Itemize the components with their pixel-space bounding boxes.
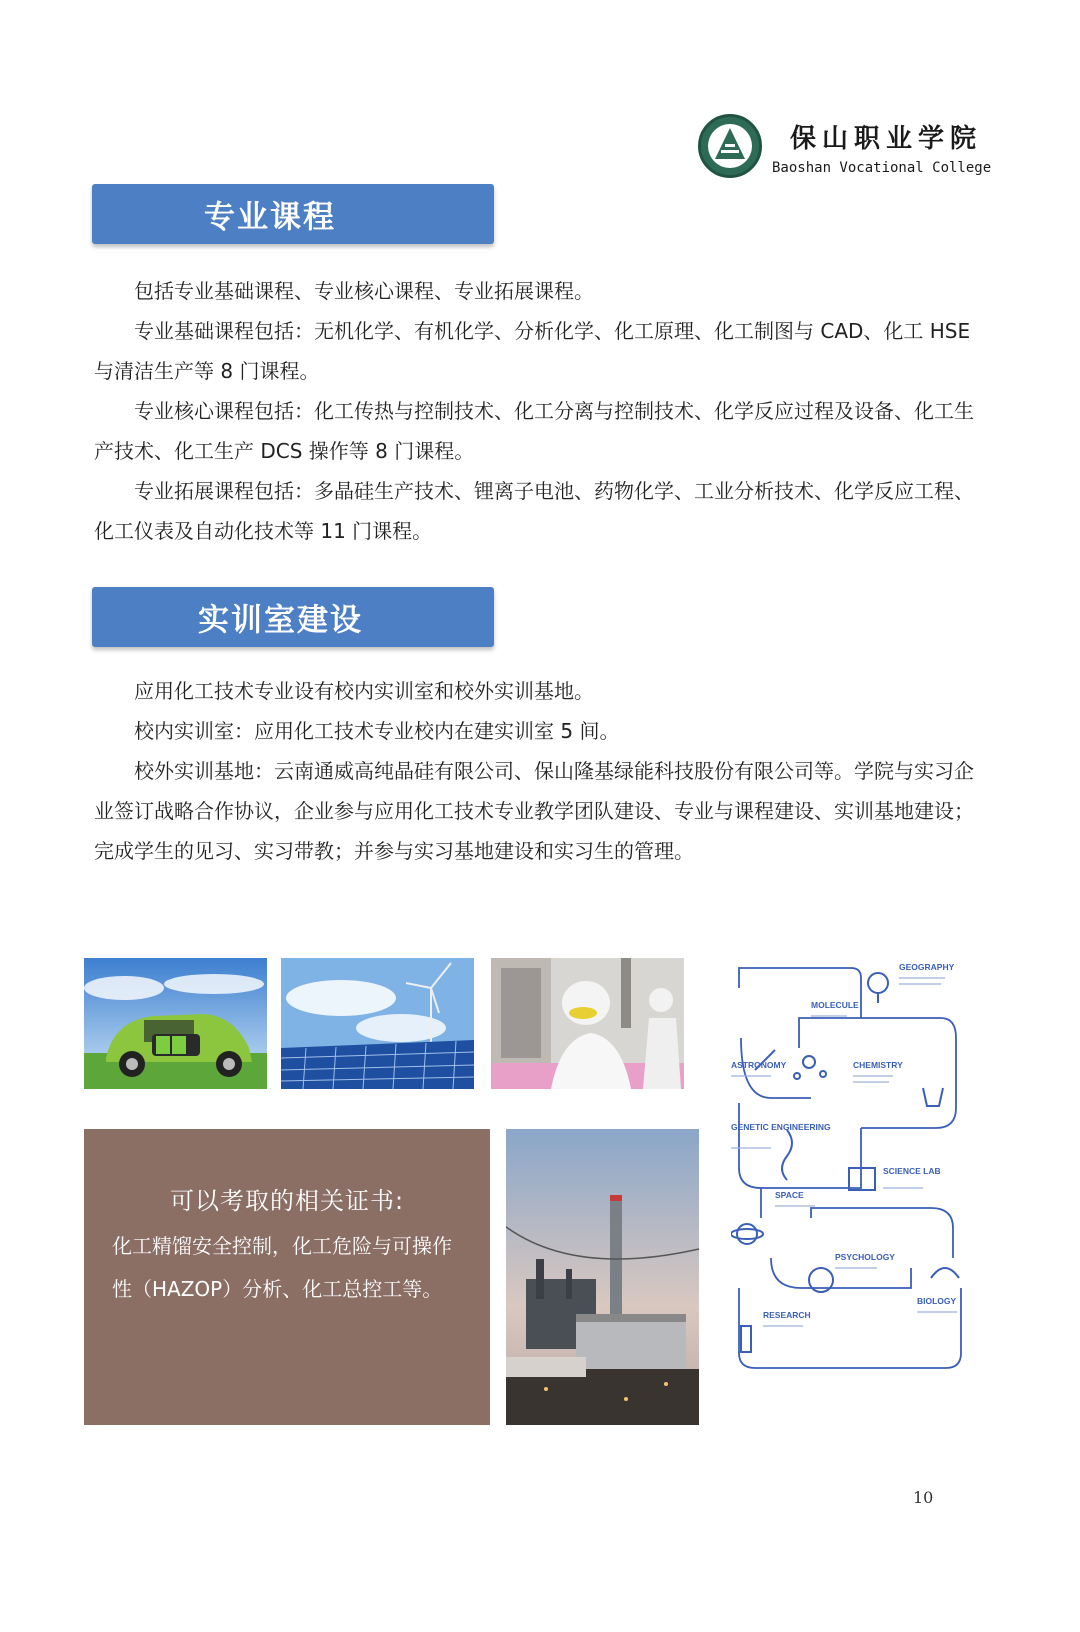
certificate-box bbox=[84, 1129, 490, 1425]
paragraph: 专业基础课程包括：无机化学、有机化学、分析化学、化工原理、化工制图与 CAD、化工 HSE 与清洁生产等 8 门课程。 bbox=[94, 319, 971, 383]
label-genetic: GENETIC ENGINEERING bbox=[731, 1122, 831, 1132]
test-tubes-icon bbox=[849, 1168, 875, 1190]
section-title: 实训室建设 bbox=[198, 602, 363, 639]
page-number: 10 bbox=[913, 1488, 934, 1507]
flask-icon bbox=[923, 1088, 943, 1106]
photo-lab-workers bbox=[491, 958, 684, 1089]
paragraph: 校外实训基地：云南通威高纯晶硅有限公司、保山隆基绿能科技股份有限公司等。学院与实习企业签订战略合作协议，企业参与应用化工技术专业教学团队建设、专业与课程建设、实训基地建设；完成学生的见习、实习带教；并参与实习基地建设和实习生的管理。 bbox=[94, 759, 974, 863]
paragraph: 包括专业基础课程、专业核心课程、专业拓展课程。 bbox=[134, 279, 594, 303]
science-infographic bbox=[731, 958, 971, 1382]
paragraph: 专业核心课程包括：化工传热与控制技术、化工分离与控制技术、化学反应过程及设备、化工生产技术、化工生产 DCS 操作等 8 门课程。 bbox=[94, 399, 974, 463]
certificate-title: 可以考取的相关证书: bbox=[169, 1187, 405, 1215]
paragraph: 校内实训室：应用化工技术专业校内在建实训室 5 间。 bbox=[134, 719, 620, 743]
section-banner-training bbox=[92, 587, 494, 647]
paragraph: 应用化工技术专业设有校内实训室和校外实训基地。 bbox=[134, 679, 594, 703]
section-banner-courses bbox=[92, 184, 494, 244]
microscope-icon bbox=[741, 1326, 751, 1352]
label-molecule: MOLECULE bbox=[811, 1000, 859, 1010]
infographic-lines bbox=[731, 958, 971, 1382]
certificate-body: 化工精馏安全控制，化工危险与可操作性（HAZOP）分析、化工总控工等。 bbox=[112, 1234, 452, 1301]
planet-icon bbox=[737, 1224, 757, 1244]
label-chemistry: CHEMISTRY bbox=[853, 1060, 903, 1070]
college-seal-logo bbox=[698, 114, 762, 178]
label-research: RESEARCH bbox=[763, 1310, 811, 1320]
label-psychology: PSYCHOLOGY bbox=[835, 1252, 895, 1262]
label-biology: BIOLOGY bbox=[917, 1296, 957, 1306]
globe-icon bbox=[868, 973, 888, 993]
college-name-cn: 保山职业学院 bbox=[790, 124, 983, 154]
label-science-lab: SCIENCE LAB bbox=[883, 1166, 941, 1176]
label-geography: GEOGRAPHY bbox=[899, 962, 955, 972]
photo-electric-car bbox=[84, 958, 267, 1089]
college-name-en: Baoshan Vocational College bbox=[772, 160, 992, 176]
label-astronomy: ASTRONOMY bbox=[731, 1060, 787, 1070]
photo-solar-wind bbox=[281, 958, 474, 1089]
section-title: 专业课程 bbox=[204, 199, 336, 236]
molecule-icon bbox=[803, 1056, 815, 1068]
plant-icon bbox=[931, 1268, 959, 1278]
label-space: SPACE bbox=[775, 1190, 804, 1200]
dna-icon bbox=[782, 1130, 792, 1180]
photo-chemical-plant bbox=[506, 1129, 699, 1425]
paragraph: 专业拓展课程包括：多晶硅生产技术、锂离子电池、药物化学、工业分析技术、化学反应工程、化工仪表及自动化技术等 11 门课程。 bbox=[94, 479, 974, 543]
